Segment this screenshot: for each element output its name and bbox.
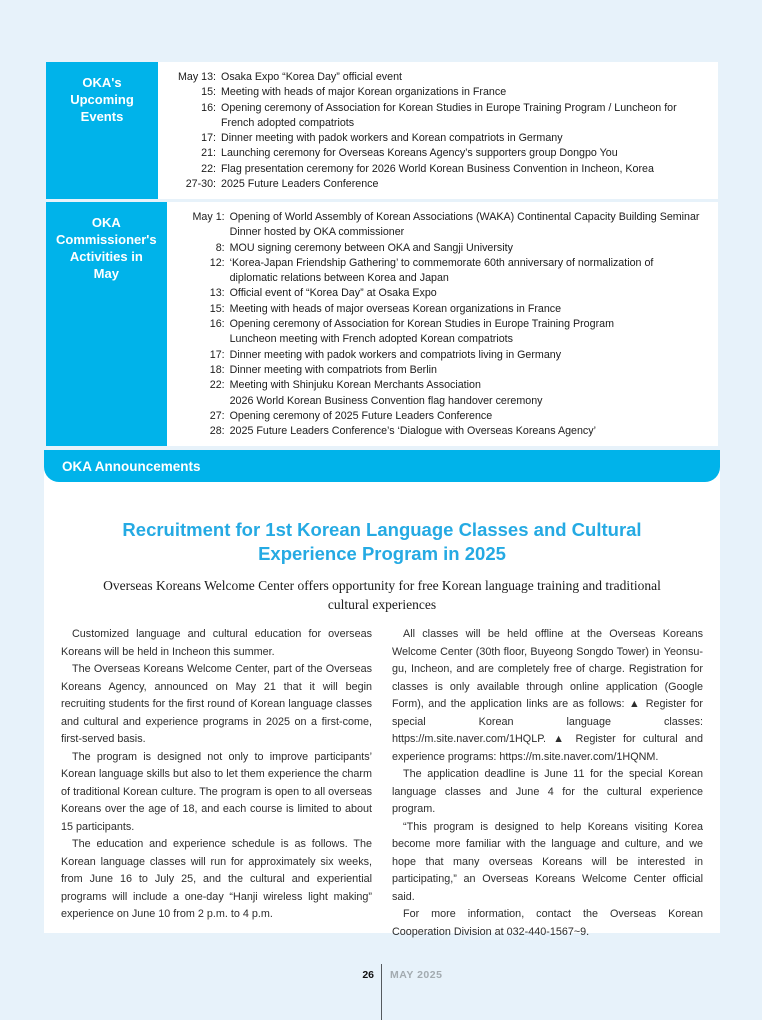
event-row xyxy=(181,317,704,332)
event-row xyxy=(181,378,704,393)
article-subtitle xyxy=(44,576,720,614)
event-text: Opening of World Assembly of Korean Associations (WAKA) Continental Capacity Building Seminar xyxy=(229,211,700,223)
event-row xyxy=(172,146,704,161)
event-text: Meeting with Shinjuku Korean Merchants Association xyxy=(229,379,481,392)
event-row xyxy=(172,70,704,85)
commissioner-activities-label: OKA Commissioner's Activities in May xyxy=(46,202,167,446)
event-text: 2025 Future Leaders Conference xyxy=(221,178,379,191)
article-column-right xyxy=(392,626,703,941)
event-text: Launching ceremony for Overseas Koreans Agency’s supporters group Dongpo You xyxy=(221,147,618,160)
event-date: 27-30: xyxy=(185,178,216,191)
event-date: 22: xyxy=(201,162,216,175)
event-text: Opening ceremony of 2025 Future Leaders Conference xyxy=(229,409,493,422)
event-row xyxy=(181,394,704,409)
event-date: 16: xyxy=(201,101,216,114)
event-row xyxy=(181,363,704,378)
page-number: 26 xyxy=(362,969,374,981)
event-text: Dinner hosted by OKA commissioner xyxy=(229,226,405,239)
event-row xyxy=(181,225,704,240)
article-paragraph: All classes will be held offline at the Overseas Koreans Welcome Center (30th floor, Buyeong Songdo Tower) in Yeonsu-gu, Incheon, and are completely free of charge. Registration for classes is only available through online application (Google Form), and the application links are as follows: ▲ Register for special Korean language classes: https://m.site.naver.com/1HQLP. ▲ Register for cultural and experience programs: https://m.site.naver.com/1HQNM. xyxy=(392,628,703,763)
event-date: 21: xyxy=(201,147,216,160)
event-text: Dinner meeting with padok workers and compatriots living in Germany xyxy=(229,348,562,361)
commissioner-activities-list xyxy=(167,202,718,446)
event-date: 16: xyxy=(209,318,225,331)
event-date: 13: xyxy=(209,287,225,300)
event-row xyxy=(181,241,704,256)
event-row xyxy=(172,101,704,132)
event-date: 17: xyxy=(209,348,225,361)
event-row xyxy=(172,162,704,177)
event-date xyxy=(181,332,225,347)
event-text: Dinner meeting with padok workers and Korean compatriots in Germany xyxy=(221,132,563,145)
upcoming-events-section xyxy=(46,62,718,199)
upcoming-events-list xyxy=(158,62,718,199)
article-body xyxy=(44,626,720,941)
event-date xyxy=(181,394,225,409)
event-date: 17: xyxy=(201,132,216,145)
event-text: 2025 Future Leaders Conference’s ‘Dialogue with Overseas Koreans Agency’ xyxy=(229,425,596,438)
event-date: 27: xyxy=(209,409,225,422)
event-text: Dinner meeting with compatriots from Berlin xyxy=(229,363,437,376)
event-text: Opening ceremony of Association for Korean Studies in Europe Training Program xyxy=(229,318,614,331)
announcement-article-card xyxy=(44,450,720,938)
event-text: Opening ceremony of Association for Korean Studies in Europe Training Program / Luncheon for French adopted compatriots xyxy=(221,101,677,129)
event-date: 8: xyxy=(215,241,225,254)
event-text: Luncheon meeting with French adopted Korean compatriots xyxy=(229,333,514,346)
issue-label: MAY 2025 xyxy=(390,969,443,981)
event-text: ‘Korea-Japan Friendship Gathering’ to commemorate 60th anniversary of normalization of diplomatic relations between Korea and Japan xyxy=(229,256,654,285)
article-paragraph: “This program is designed to help Koreans visiting Korea become more familiar with the language and culture, and we hope that many overseas Koreans will be interested in participating,” an Overseas Koreans Welcome Center official said. xyxy=(392,820,703,903)
footer-divider xyxy=(381,964,382,1020)
event-text: Official event of “Korea Day” at Osaka Expo xyxy=(229,287,437,300)
event-row xyxy=(181,302,704,317)
event-text: Flag presentation ceremony for 2026 World Korean Business Convention in Incheon, Korea xyxy=(221,162,654,175)
event-row xyxy=(181,256,704,287)
event-text: 2026 World Korean Business Convention flag handover ceremony xyxy=(229,394,543,407)
event-row xyxy=(181,424,704,439)
event-date: 15: xyxy=(209,302,225,315)
article-column-left xyxy=(61,626,372,941)
article-paragraph: The program is designed not only to improve participants’ Korean language skills but also to let them experience the charm of traditional Korean culture. The program is open to all overseas Koreans over the age of 18, and each course is limited to about 15 participants. xyxy=(61,750,372,833)
article-paragraph: For more information, contact the Overseas Korean Cooperation Division at 032-440-1567~9. xyxy=(392,908,703,938)
commissioner-activities-section xyxy=(46,202,718,446)
event-date xyxy=(181,225,225,240)
event-text: MOU signing ceremony between OKA and Sangji University xyxy=(229,241,513,254)
event-date: 28: xyxy=(209,425,225,438)
article-title-line: Experience Program in 2025 xyxy=(258,543,506,564)
article-paragraph: The Overseas Koreans Welcome Center, part of the Overseas Koreans Agency, announced on May 21 that it will begin recruiting students for the first round of Korean language classes and cultural and experience programs in 2025 on a first-come, first-served basis. xyxy=(61,663,372,745)
event-row xyxy=(172,177,704,192)
event-date: May 1: xyxy=(192,211,225,223)
article-paragraph: Customized language and cultural education for overseas Koreans will be held in Incheon this summer. xyxy=(61,628,372,658)
event-date: 15: xyxy=(201,86,216,99)
event-row xyxy=(181,286,704,301)
event-row xyxy=(181,210,704,225)
event-row xyxy=(181,332,704,347)
event-row xyxy=(172,85,704,100)
event-date: 12: xyxy=(209,256,225,269)
event-text: Meeting with heads of major Korean organizations in France xyxy=(221,86,507,99)
event-text: Meeting with heads of major overseas Korean organizations in France xyxy=(229,302,562,315)
upcoming-events-label: OKA's Upcoming Events xyxy=(46,62,158,199)
announcements-banner-title: OKA Announcements xyxy=(62,458,201,474)
article-subtitle-line: cultural experiences xyxy=(327,597,437,612)
announcements-banner xyxy=(44,450,720,482)
event-date: May 13: xyxy=(177,71,216,83)
event-date: 22: xyxy=(209,379,225,392)
event-row xyxy=(181,348,704,363)
event-text: Osaka Expo “Korea Day” official event xyxy=(221,71,402,83)
article-title-line: Recruitment for 1st Korean Language Classes and Cultural xyxy=(122,519,642,540)
article-subtitle-line: Overseas Koreans Welcome Center offers opportunity for free Korean language training and traditional xyxy=(103,578,661,593)
event-date: 18: xyxy=(209,363,225,376)
article-title xyxy=(44,518,720,566)
event-row xyxy=(181,409,704,424)
event-row xyxy=(172,131,704,146)
article-paragraph: The education and experience schedule is as follows. The Korean language classes will run for approximately six weeks, from June 16 to July 25, and the cultural and experiential programs will include a one-day “Hanji wireless light making” experience on June 10 from 2 p.m. to 4 p.m. xyxy=(61,838,372,920)
article-paragraph: The application deadline is June 11 for the special Korean language classes and June 4 for the cultural experience program. xyxy=(392,768,703,815)
